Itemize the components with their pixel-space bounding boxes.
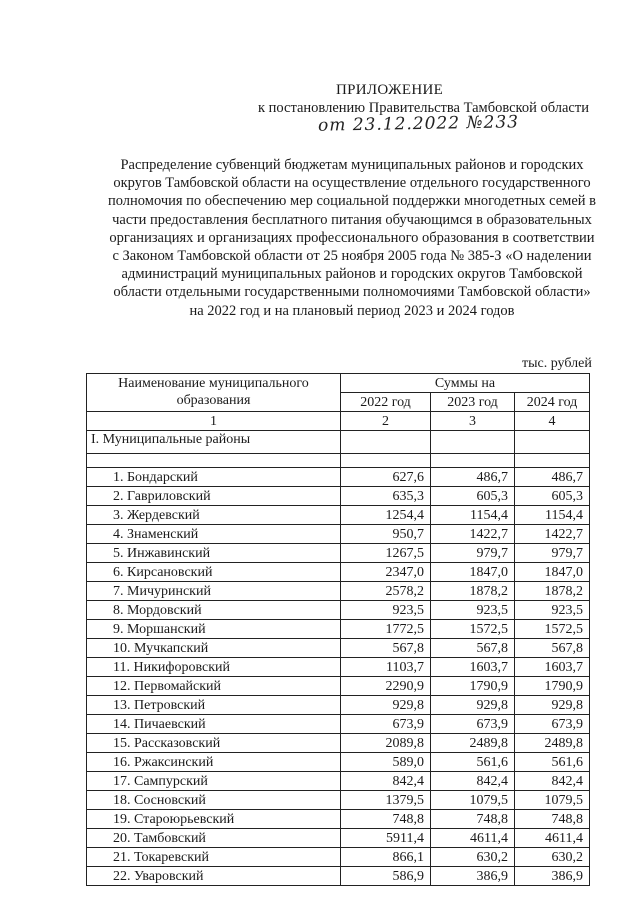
- column-header-year: 2024 год: [515, 393, 590, 412]
- value-2024: 1572,5: [515, 620, 590, 639]
- section-row: [87, 431, 590, 454]
- value-2022: 2347,0: [341, 563, 431, 582]
- value-2023: 561,6: [431, 753, 515, 772]
- municipality-name: 11. Никифоровский: [87, 658, 341, 677]
- table-row: [87, 810, 590, 829]
- value-2023: 1847,0: [431, 563, 515, 582]
- value-2022: 748,8: [341, 810, 431, 829]
- value-2023: 1603,7: [431, 658, 515, 677]
- value-2022: 589,0: [341, 753, 431, 772]
- municipality-name: 20. Тамбовский: [87, 829, 341, 848]
- appendix-reference: к постановлению Правительства Тамбовской области: [258, 100, 589, 116]
- column-number: 4: [515, 412, 590, 431]
- value-2023: 1572,5: [431, 620, 515, 639]
- value-2022: 635,3: [341, 487, 431, 506]
- value-2024: 673,9: [515, 715, 590, 734]
- table-row: [87, 867, 590, 886]
- municipality-name: 9. Моршанский: [87, 620, 341, 639]
- value-2022: 567,8: [341, 639, 431, 658]
- value-2023: 1790,9: [431, 677, 515, 696]
- value-2023: 748,8: [431, 810, 515, 829]
- municipality-name: 17. Сампурский: [87, 772, 341, 791]
- value-2024: 386,9: [515, 867, 590, 886]
- municipality-name: 15. Рассказовский: [87, 734, 341, 753]
- value-2024: 979,7: [515, 544, 590, 563]
- value-2024: 630,2: [515, 848, 590, 867]
- units-label: тыс. рублей: [522, 356, 592, 371]
- value-2023: 630,2: [431, 848, 515, 867]
- municipality-name: 18. Сосновский: [87, 791, 341, 810]
- value-2024: 1878,2: [515, 582, 590, 601]
- value-2023: 605,3: [431, 487, 515, 506]
- value-2022: 2290,9: [341, 677, 431, 696]
- heading-line: полномочия по обеспечению мер социальной поддержки многодетных семей в: [107, 193, 597, 210]
- municipality-name: 16. Ржаксинский: [87, 753, 341, 772]
- table-row: [87, 639, 590, 658]
- value-2023: 979,7: [431, 544, 515, 563]
- municipality-name: 6. Кирсановский: [87, 563, 341, 582]
- value-2023: 4611,4: [431, 829, 515, 848]
- heading-line: части предоставления бесплатного питания обучающимся в образовательных: [112, 211, 592, 228]
- municipality-name: 3. Жердевский: [87, 506, 341, 525]
- heading-line: на 2022 год и на плановый период 2023 и 2024 годов: [189, 302, 515, 319]
- table-row: [87, 525, 590, 544]
- value-2023: 929,8: [431, 696, 515, 715]
- municipality-name: 5. Инжавинский: [87, 544, 341, 563]
- table-row: [87, 620, 590, 639]
- value-2023: 486,7: [431, 468, 515, 487]
- heading-line: с Законом Тамбовской области от 25 ноября 2005 года № 385-З «О наделении: [112, 248, 592, 265]
- value-2022: 1267,5: [341, 544, 431, 563]
- value-2024: 1847,0: [515, 563, 590, 582]
- value-2023: 1079,5: [431, 791, 515, 810]
- section-title: I. Муниципальные районы: [87, 431, 341, 454]
- appendix-title: ПРИЛОЖЕНИЕ: [336, 82, 444, 98]
- table-row: [87, 506, 590, 525]
- value-2023: 1878,2: [431, 582, 515, 601]
- value-2022: 923,5: [341, 601, 431, 620]
- table-row: [87, 791, 590, 810]
- value-2022: 2578,2: [341, 582, 431, 601]
- value-2022: 1379,5: [341, 791, 431, 810]
- heading-line: округов Тамбовской области на осуществление отдельного государственного: [113, 175, 591, 192]
- value-2022: 842,4: [341, 772, 431, 791]
- municipality-name: 2. Гавриловский: [87, 487, 341, 506]
- table-row: [87, 734, 590, 753]
- value-2022: 1772,5: [341, 620, 431, 639]
- table-row: [87, 658, 590, 677]
- column-number: 2: [341, 412, 431, 431]
- value-2022: 929,8: [341, 696, 431, 715]
- value-2024: 842,4: [515, 772, 590, 791]
- value-2023: 923,5: [431, 601, 515, 620]
- subsidy-table: [86, 373, 590, 886]
- value-2022: 627,6: [341, 468, 431, 487]
- value-2024: 1154,4: [515, 506, 590, 525]
- handwritten-date-number: от 23.12.2022 №233: [317, 112, 520, 136]
- value-2022: 586,9: [341, 867, 431, 886]
- value-2023: 1422,7: [431, 525, 515, 544]
- table-row: [87, 468, 590, 487]
- table-header-row: [87, 374, 590, 393]
- value-2022: 5911,4: [341, 829, 431, 848]
- table-row: [87, 563, 590, 582]
- value-2024: 1790,9: [515, 677, 590, 696]
- value-2022: 950,7: [341, 525, 431, 544]
- table-column-numbers-row: [87, 412, 590, 431]
- value-2022: 673,9: [341, 715, 431, 734]
- heading-line: области отдельными государственными полномочиями Тамбовской области»: [113, 284, 591, 301]
- table-row: [87, 487, 590, 506]
- municipality-name: 8. Мордовский: [87, 601, 341, 620]
- value-2024: 1422,7: [515, 525, 590, 544]
- value-2024: 2489,8: [515, 734, 590, 753]
- heading-line: Распределение субвенций бюджетам муниципальных районов и городских: [120, 157, 584, 173]
- municipality-name: 7. Мичуринский: [87, 582, 341, 601]
- value-2024: 748,8: [515, 810, 590, 829]
- column-header-name: Наименование муниципального образования: [87, 374, 341, 412]
- column-number: 3: [431, 412, 515, 431]
- table-row: [87, 829, 590, 848]
- heading-line: организациях и организациях профессионального образования в соответствии: [109, 229, 595, 246]
- value-2022: 1103,7: [341, 658, 431, 677]
- value-2024: 1079,5: [515, 791, 590, 810]
- municipality-name: 4. Знаменский: [87, 525, 341, 544]
- value-2024: 605,3: [515, 487, 590, 506]
- table-row: [87, 696, 590, 715]
- value-2022: 1254,4: [341, 506, 431, 525]
- municipality-name: 10. Мучкапский: [87, 639, 341, 658]
- value-2023: 673,9: [431, 715, 515, 734]
- document-heading: [92, 156, 612, 320]
- value-2023: 842,4: [431, 772, 515, 791]
- table-row: [87, 772, 590, 791]
- column-header-sums: Суммы на: [341, 374, 590, 393]
- value-2023: 1154,4: [431, 506, 515, 525]
- column-header-year: 2022 год: [341, 393, 431, 412]
- table-row: [87, 601, 590, 620]
- municipality-name: 12. Первомайский: [87, 677, 341, 696]
- table-row: [87, 582, 590, 601]
- municipality-name: 22. Уваровский: [87, 867, 341, 886]
- table-row: [87, 848, 590, 867]
- municipality-name: 19. Староюрьевский: [87, 810, 341, 829]
- value-2024: 567,8: [515, 639, 590, 658]
- value-2022: 2089,8: [341, 734, 431, 753]
- table-row: [87, 753, 590, 772]
- column-header-year: 2023 год: [431, 393, 515, 412]
- value-2024: 486,7: [515, 468, 590, 487]
- value-2023: 567,8: [431, 639, 515, 658]
- municipality-name: 14. Пичаевский: [87, 715, 341, 734]
- value-2023: 2489,8: [431, 734, 515, 753]
- value-2022: 866,1: [341, 848, 431, 867]
- municipality-name: 21. Токаревский: [87, 848, 341, 867]
- table-row: [87, 715, 590, 734]
- value-2024: 561,6: [515, 753, 590, 772]
- blank-row: [87, 454, 590, 468]
- heading-line: администраций муниципальных районов и городских округов Тамбовской: [121, 266, 583, 283]
- value-2024: 4611,4: [515, 829, 590, 848]
- value-2023: 386,9: [431, 867, 515, 886]
- municipality-name: 1. Бондарский: [87, 468, 341, 487]
- municipality-name: 13. Петровский: [87, 696, 341, 715]
- value-2024: 1603,7: [515, 658, 590, 677]
- value-2024: 923,5: [515, 601, 590, 620]
- table-row: [87, 544, 590, 563]
- table-row: [87, 677, 590, 696]
- column-number: 1: [87, 412, 341, 431]
- value-2024: 929,8: [515, 696, 590, 715]
